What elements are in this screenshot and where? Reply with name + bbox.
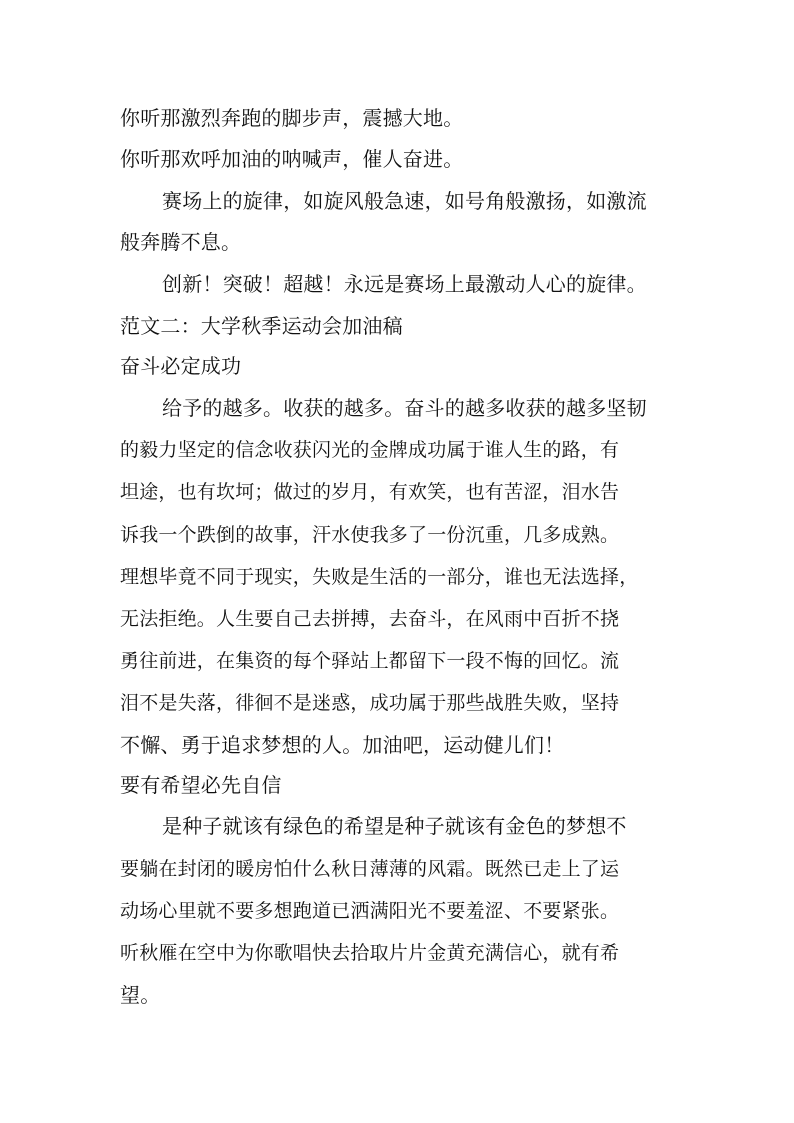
section-heading: 范文二：大学秋季运动会加油稿	[120, 314, 403, 338]
subheading: 要有希望必先自信	[120, 773, 282, 797]
text-line: 望。	[120, 983, 161, 1007]
text-line: 你听那激烈奔跑的脚步声，震撼大地。	[120, 106, 464, 130]
text-line: 坦途，也有坎坷；做过的岁月，有欢笑，也有苦涩，泪水告	[120, 481, 620, 503]
text-line: 给予的越多。收获的越多。奋斗的越多收获的越多坚韧	[162, 396, 647, 420]
text-line: 听秋雁在空中为你歌唱快去拾取片片金黄充满信心，就有希	[120, 942, 620, 964]
text-line: 无法拒绝。人生要自己去拼搏，去奋斗，在风雨中百折不挠	[120, 608, 620, 630]
text-line: 般奔腾不息。	[120, 230, 242, 254]
text-line: 理想毕竟不同于现实，失败是生活的一部分，谁也无法选择，	[120, 566, 639, 588]
text-line: 勇往前进，在集资的每个驿站上都留下一段不悔的回忆。流	[120, 650, 620, 672]
text-line: 赛场上的旋律，如旋风般急速，如号角般激扬，如激流	[162, 189, 647, 213]
text-line: 诉我一个跌倒的故事，汗水使我多了一份沉重，几多成熟。	[120, 524, 620, 546]
text-line: 是种子就该有绿色的希望是种子就该有金色的梦想不	[162, 814, 627, 838]
text-line: 要躺在封闭的暖房怕什么秋日薄薄的风霜。既然已走上了运	[120, 858, 620, 880]
text-line: 你听那欢呼加油的呐喊声，催人奋进。	[120, 147, 464, 171]
subheading: 奋斗必定成功	[120, 354, 242, 378]
text-line: 创新！突破！超越！永远是赛场上最激动人心的旋律。	[162, 272, 647, 296]
text-line: 的毅力坚定的信念收获闪光的金牌成功属于谁人生的路，有	[120, 439, 620, 461]
text-line: 泪不是失落，徘徊不是迷惑，成功属于那些战胜失败，坚持	[120, 692, 620, 714]
text-line: 不懈、勇于追求梦想的人。加油吧，运动健儿们！	[120, 733, 565, 757]
text-line: 动场心里就不要多想跑道已洒满阳光不要羞涩、不要紧张。	[120, 900, 620, 922]
